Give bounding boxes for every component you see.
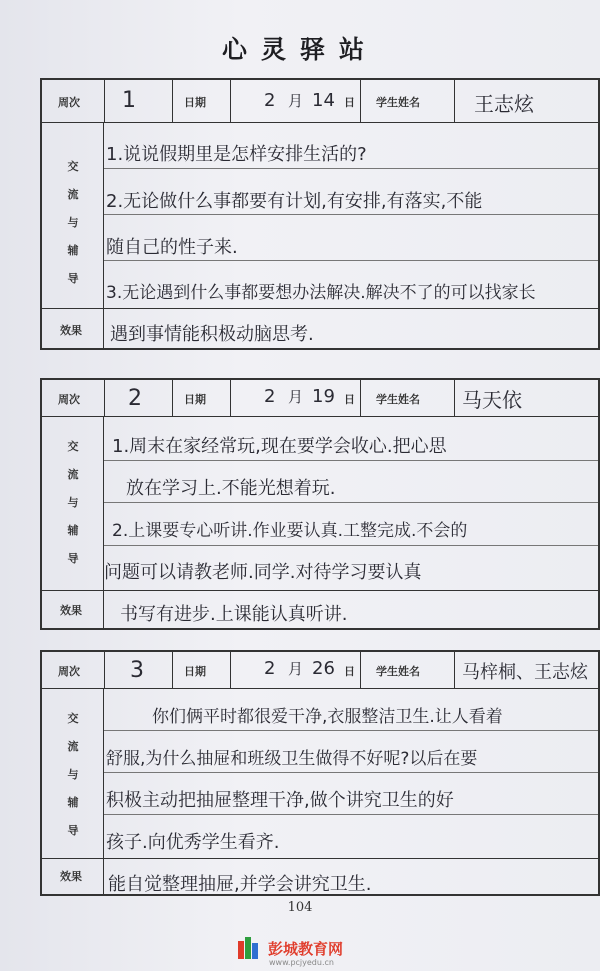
exchange-line: 3.无论遇到什么事都要想办法解决.解决不了的可以找家长 (106, 283, 536, 303)
date-month: 2 (264, 658, 276, 679)
date-day-unit: 日 (344, 393, 355, 406)
week-label: 周次 (58, 665, 80, 678)
effect-label: 效果 (60, 870, 82, 883)
exchange-line: 积极主动把抽屉整理干净,做个讲究卫生的好 (106, 790, 454, 811)
watermark (238, 937, 344, 967)
exchange-char: 与 (67, 216, 79, 229)
week-label: 周次 (58, 96, 80, 109)
date-month: 2 (264, 386, 276, 407)
week-value: 1 (122, 88, 136, 113)
exchange-char: 与 (67, 496, 79, 509)
exchange-line: 放在学习上.不能光想着玩. (126, 478, 336, 499)
date-day-unit: 日 (344, 665, 355, 678)
exchange-line: 1.说说假期里是怎样安排生活的? (106, 144, 367, 165)
record-2 (40, 378, 600, 630)
student-name-label: 学生姓名 (376, 665, 420, 678)
student-name-value: 马天依 (462, 388, 522, 412)
week-value: 3 (130, 658, 144, 683)
watermark-url: www.pcjyedu.cn (269, 958, 334, 967)
exchange-line: 你们俩平时都很爱干净,衣服整洁卫生.让人看着 (152, 707, 503, 727)
exchange-char: 流 (67, 740, 79, 753)
watermark-name: 彭城教育网 (268, 939, 344, 958)
page-title: 心灵驿站 (221, 35, 378, 64)
date-label: 日期 (184, 96, 206, 109)
exchange-char: 导 (67, 824, 79, 837)
effect-value: 能自觉整理抽屉,并学会讲究卫生. (108, 874, 372, 895)
date-label: 日期 (184, 665, 206, 678)
date-label: 日期 (184, 393, 206, 406)
exchange-line: 2.无论做什么事都要有计划,有安排,有落实,不能 (106, 191, 483, 212)
exchange-char: 流 (67, 468, 79, 481)
record-1 (40, 78, 600, 350)
date-day-unit: 日 (344, 96, 355, 109)
exchange-char: 导 (67, 272, 79, 285)
effect-value: 书写有进步.上课能认真听讲. (120, 604, 348, 625)
books-logo-icon (238, 937, 262, 959)
student-name-label: 学生姓名 (376, 393, 420, 406)
date-day: 26 (312, 658, 335, 679)
page-number: 104 (287, 900, 313, 915)
exchange-char: 辅 (67, 524, 79, 537)
exchange-line: 2.上课要专心听讲.作业要认真.工整完成.不会的 (112, 521, 468, 541)
date-month-unit: 月 (288, 388, 304, 406)
exchange-char: 辅 (67, 244, 79, 257)
exchange-line: 舒服,为什么抽屉和班级卫生做得不好呢?以后在要 (106, 749, 478, 769)
effect-label: 效果 (60, 604, 82, 617)
exchange-line: 随自己的性子来. (106, 237, 238, 258)
student-name-value: 王志炫 (474, 92, 534, 116)
effect-label: 效果 (60, 324, 82, 337)
week-label: 周次 (58, 393, 80, 406)
date-month: 2 (264, 90, 276, 111)
exchange-char: 交 (67, 440, 79, 453)
exchange-line: 孩子.向优秀学生看齐. (106, 832, 280, 853)
record-3 (40, 650, 600, 896)
date-month-unit: 月 (288, 92, 304, 110)
exchange-line: 问题可以请教老师.同学.对待学习要认真 (104, 562, 422, 583)
exchange-char: 辅 (67, 796, 79, 809)
exchange-char: 与 (67, 768, 79, 781)
exchange-char: 交 (67, 160, 79, 173)
date-month-unit: 月 (288, 660, 304, 678)
week-value: 2 (128, 386, 142, 411)
student-name-label: 学生姓名 (376, 96, 420, 109)
student-name-value: 马梓桐、王志炫 (462, 662, 588, 683)
date-day: 19 (312, 386, 335, 407)
exchange-char: 流 (67, 188, 79, 201)
effect-value: 遇到事情能积极动脑思考. (110, 324, 314, 345)
exchange-char: 交 (67, 712, 79, 725)
exchange-line: 1.周末在家经常玩,现在要学会收心.把心思 (112, 436, 447, 457)
date-day: 14 (312, 90, 335, 111)
exchange-char: 导 (67, 552, 79, 565)
